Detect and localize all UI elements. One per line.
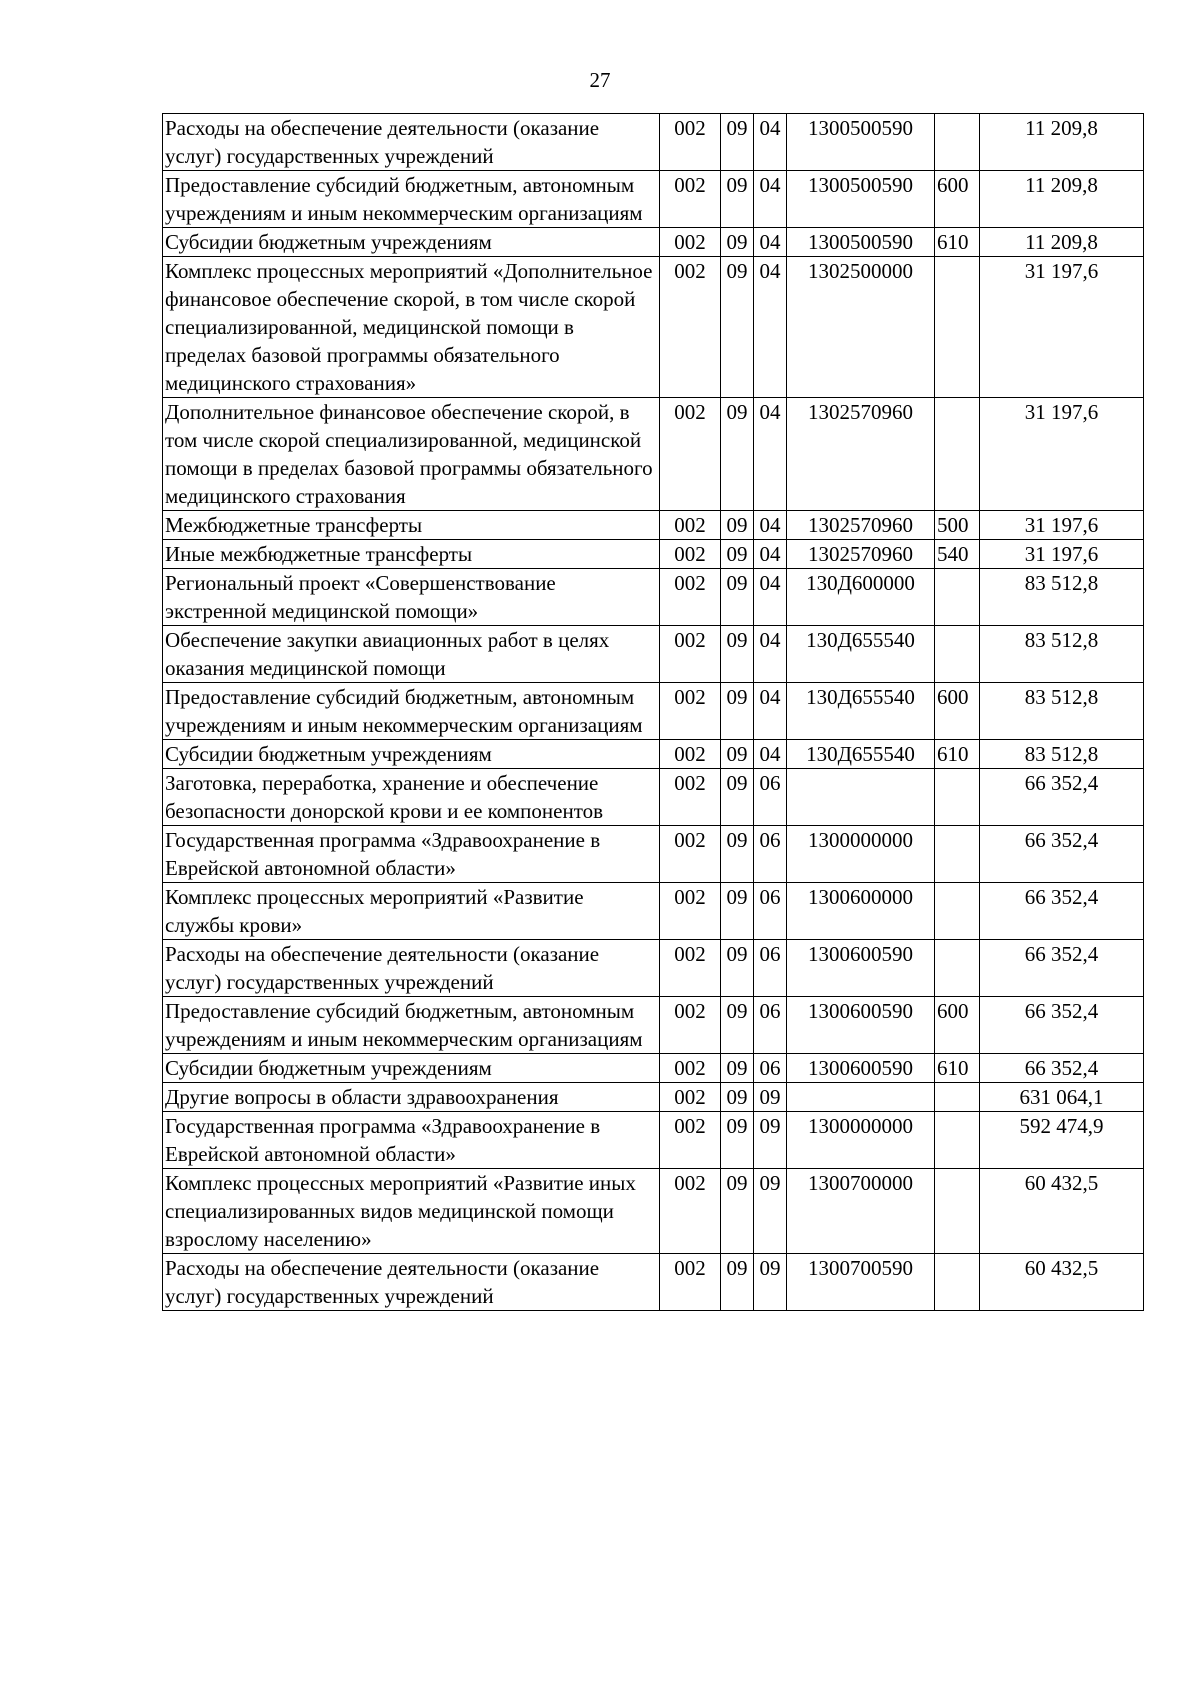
row-amount: 60 432,5 xyxy=(980,1169,1144,1254)
row-admin-code: 002 xyxy=(660,626,721,683)
row-subsection: 06 xyxy=(754,1054,787,1083)
table-row xyxy=(163,1054,1144,1083)
table-row xyxy=(163,940,1144,997)
row-subsection: 04 xyxy=(754,569,787,626)
row-subsection: 04 xyxy=(754,228,787,257)
row-admin-code: 002 xyxy=(660,883,721,940)
row-expense-type: 610 xyxy=(935,228,980,257)
row-section: 09 xyxy=(721,740,754,769)
row-amount: 11 209,8 xyxy=(980,171,1144,228)
row-admin-code: 002 xyxy=(660,940,721,997)
row-amount: 60 432,5 xyxy=(980,1254,1144,1311)
row-amount: 31 197,6 xyxy=(980,511,1144,540)
row-expense-type xyxy=(935,257,980,398)
row-subsection: 04 xyxy=(754,257,787,398)
row-section: 09 xyxy=(721,257,754,398)
row-name: Комплекс процессных мероприятий «Развитие службы крови» xyxy=(163,883,660,940)
row-name: Расходы на обеспечение деятельности (оказание услуг) государственных учреждений xyxy=(163,114,660,171)
row-admin-code: 002 xyxy=(660,1169,721,1254)
row-section: 09 xyxy=(721,1054,754,1083)
row-target-article: 1302570960 xyxy=(787,511,935,540)
row-target-article: 1302570960 xyxy=(787,398,935,511)
row-expense-type xyxy=(935,769,980,826)
row-target-article: 1300700590 xyxy=(787,1254,935,1311)
row-subsection: 06 xyxy=(754,883,787,940)
row-admin-code: 002 xyxy=(660,1254,721,1311)
row-target-article: 1300600000 xyxy=(787,883,935,940)
row-amount: 592 474,9 xyxy=(980,1112,1144,1169)
row-name: Межбюджетные трансферты xyxy=(163,511,660,540)
row-subsection: 09 xyxy=(754,1169,787,1254)
row-expense-type: 540 xyxy=(935,540,980,569)
row-subsection: 06 xyxy=(754,826,787,883)
row-expense-type xyxy=(935,569,980,626)
row-subsection: 04 xyxy=(754,626,787,683)
row-name: Расходы на обеспечение деятельности (оказание услуг) государственных учреждений xyxy=(163,940,660,997)
row-section: 09 xyxy=(721,883,754,940)
table-row xyxy=(163,569,1144,626)
row-expense-type: 600 xyxy=(935,171,980,228)
row-amount: 66 352,4 xyxy=(980,826,1144,883)
row-admin-code: 002 xyxy=(660,114,721,171)
row-subsection: 06 xyxy=(754,997,787,1054)
row-subsection: 04 xyxy=(754,540,787,569)
row-target-article: 1300500590 xyxy=(787,171,935,228)
row-section: 09 xyxy=(721,626,754,683)
row-subsection: 04 xyxy=(754,740,787,769)
row-target-article: 1300500590 xyxy=(787,228,935,257)
row-subsection: 04 xyxy=(754,511,787,540)
table-row xyxy=(163,1169,1144,1254)
row-name: Комплекс процессных мероприятий «Дополнительное финансовое обеспечение скорой, в том числе скорой специализированной, медицинской помощи в пределах базовой программы обязательного медицинского страхования» xyxy=(163,257,660,398)
row-name: Региональный проект «Совершенствование экстренной медицинской помощи» xyxy=(163,569,660,626)
row-expense-type xyxy=(935,940,980,997)
row-amount: 11 209,8 xyxy=(980,114,1144,171)
row-section: 09 xyxy=(721,228,754,257)
row-amount: 83 512,8 xyxy=(980,740,1144,769)
row-amount: 66 352,4 xyxy=(980,997,1144,1054)
row-admin-code: 002 xyxy=(660,511,721,540)
row-amount: 83 512,8 xyxy=(980,569,1144,626)
table-row xyxy=(163,997,1144,1054)
row-admin-code: 002 xyxy=(660,1054,721,1083)
row-expense-type xyxy=(935,1112,980,1169)
row-section: 09 xyxy=(721,769,754,826)
table-row xyxy=(163,398,1144,511)
table-row xyxy=(163,769,1144,826)
row-subsection: 04 xyxy=(754,114,787,171)
row-amount: 66 352,4 xyxy=(980,883,1144,940)
row-section: 09 xyxy=(721,171,754,228)
table-row xyxy=(163,626,1144,683)
table-row xyxy=(163,683,1144,740)
row-name: Заготовка, переработка, хранение и обеспечение безопасности донорской крови и ее компонентов xyxy=(163,769,660,826)
table-row xyxy=(163,511,1144,540)
row-target-article: 1300600590 xyxy=(787,1054,935,1083)
row-target-article: 130Д655540 xyxy=(787,683,935,740)
row-section: 09 xyxy=(721,997,754,1054)
row-name: Субсидии бюджетным учреждениям xyxy=(163,228,660,257)
row-name: Иные межбюджетные трансферты xyxy=(163,540,660,569)
row-amount: 31 197,6 xyxy=(980,257,1144,398)
row-name: Субсидии бюджетным учреждениям xyxy=(163,740,660,769)
row-target-article: 1300600590 xyxy=(787,997,935,1054)
row-name: Предоставление субсидий бюджетным, автономным учреждениям и иным некоммерческим организациям xyxy=(163,997,660,1054)
row-name: Государственная программа «Здравоохранение в Еврейской автономной области» xyxy=(163,1112,660,1169)
row-expense-type xyxy=(935,826,980,883)
row-expense-type: 600 xyxy=(935,997,980,1054)
row-expense-type: 500 xyxy=(935,511,980,540)
row-amount: 66 352,4 xyxy=(980,1054,1144,1083)
row-admin-code: 002 xyxy=(660,228,721,257)
row-subsection: 09 xyxy=(754,1112,787,1169)
row-section: 09 xyxy=(721,511,754,540)
row-target-article: 1300000000 xyxy=(787,1112,935,1169)
row-target-article xyxy=(787,769,935,826)
table-row xyxy=(163,228,1144,257)
row-subsection: 04 xyxy=(754,398,787,511)
table-row xyxy=(163,1083,1144,1112)
row-subsection: 06 xyxy=(754,769,787,826)
row-admin-code: 002 xyxy=(660,997,721,1054)
row-amount: 11 209,8 xyxy=(980,228,1144,257)
row-section: 09 xyxy=(721,569,754,626)
row-name: Предоставление субсидий бюджетным, автономным учреждениям и иным некоммерческим организациям xyxy=(163,171,660,228)
table-row xyxy=(163,1112,1144,1169)
row-name: Предоставление субсидий бюджетным, автономным учреждениям и иным некоммерческим организациям xyxy=(163,683,660,740)
row-admin-code: 002 xyxy=(660,540,721,569)
row-target-article: 130Д600000 xyxy=(787,569,935,626)
table-row xyxy=(163,740,1144,769)
row-expense-type xyxy=(935,114,980,171)
budget-table xyxy=(162,113,1144,1311)
row-target-article: 130Д655540 xyxy=(787,626,935,683)
row-name: Государственная программа «Здравоохранение в Еврейской автономной области» xyxy=(163,826,660,883)
row-section: 09 xyxy=(721,1083,754,1112)
row-expense-type: 610 xyxy=(935,1054,980,1083)
row-target-article: 1300000000 xyxy=(787,826,935,883)
row-section: 09 xyxy=(721,1112,754,1169)
row-expense-type: 610 xyxy=(935,740,980,769)
row-admin-code: 002 xyxy=(660,1112,721,1169)
row-amount: 31 197,6 xyxy=(980,398,1144,511)
row-section: 09 xyxy=(721,114,754,171)
row-admin-code: 002 xyxy=(660,257,721,398)
row-admin-code: 002 xyxy=(660,683,721,740)
row-section: 09 xyxy=(721,683,754,740)
row-expense-type: 600 xyxy=(935,683,980,740)
row-admin-code: 002 xyxy=(660,1083,721,1112)
row-admin-code: 002 xyxy=(660,740,721,769)
row-subsection: 04 xyxy=(754,171,787,228)
table-row xyxy=(163,540,1144,569)
row-section: 09 xyxy=(721,398,754,511)
row-name: Другие вопросы в области здравоохранения xyxy=(163,1083,660,1112)
row-section: 09 xyxy=(721,1254,754,1311)
row-target-article: 1302570960 xyxy=(787,540,935,569)
row-admin-code: 002 xyxy=(660,398,721,511)
row-target-article: 1300600590 xyxy=(787,940,935,997)
row-subsection: 04 xyxy=(754,683,787,740)
row-amount: 66 352,4 xyxy=(980,940,1144,997)
budget-table-body xyxy=(163,114,1144,1311)
row-target-article: 130Д655540 xyxy=(787,740,935,769)
row-section: 09 xyxy=(721,1169,754,1254)
row-name: Субсидии бюджетным учреждениям xyxy=(163,1054,660,1083)
row-subsection: 09 xyxy=(754,1083,787,1112)
row-target-article: 1302500000 xyxy=(787,257,935,398)
row-amount: 83 512,8 xyxy=(980,683,1144,740)
row-name: Обеспечение закупки авиационных работ в целях оказания медицинской помощи xyxy=(163,626,660,683)
row-section: 09 xyxy=(721,540,754,569)
row-target-article: 1300700000 xyxy=(787,1169,935,1254)
row-amount: 83 512,8 xyxy=(980,626,1144,683)
row-admin-code: 002 xyxy=(660,769,721,826)
page-number: 27 xyxy=(589,68,611,92)
row-expense-type xyxy=(935,398,980,511)
row-expense-type xyxy=(935,1083,980,1112)
row-section: 09 xyxy=(721,940,754,997)
table-row xyxy=(163,114,1144,171)
row-amount: 631 064,1 xyxy=(980,1083,1144,1112)
row-name: Расходы на обеспечение деятельности (оказание услуг) государственных учреждений xyxy=(163,1254,660,1311)
row-section: 09 xyxy=(721,826,754,883)
row-admin-code: 002 xyxy=(660,826,721,883)
row-subsection: 06 xyxy=(754,940,787,997)
table-row xyxy=(163,1254,1144,1311)
row-admin-code: 002 xyxy=(660,569,721,626)
row-name: Комплекс процессных мероприятий «Развитие иных специализированных видов медицинской помощи взрослому населению» xyxy=(163,1169,660,1254)
row-target-article: 1300500590 xyxy=(787,114,935,171)
row-amount: 31 197,6 xyxy=(980,540,1144,569)
row-expense-type xyxy=(935,626,980,683)
row-expense-type xyxy=(935,1254,980,1311)
row-expense-type xyxy=(935,883,980,940)
table-row xyxy=(163,883,1144,940)
row-target-article xyxy=(787,1083,935,1112)
table-row xyxy=(163,257,1144,398)
table-row xyxy=(163,826,1144,883)
row-admin-code: 002 xyxy=(660,171,721,228)
row-subsection: 09 xyxy=(754,1254,787,1311)
row-name: Дополнительное финансовое обеспечение скорой, в том числе скорой специализированной, медицинской помощи в пределах базовой программы обязательного медицинского страхования xyxy=(163,398,660,511)
row-amount: 66 352,4 xyxy=(980,769,1144,826)
row-expense-type xyxy=(935,1169,980,1254)
table-row xyxy=(163,171,1144,228)
